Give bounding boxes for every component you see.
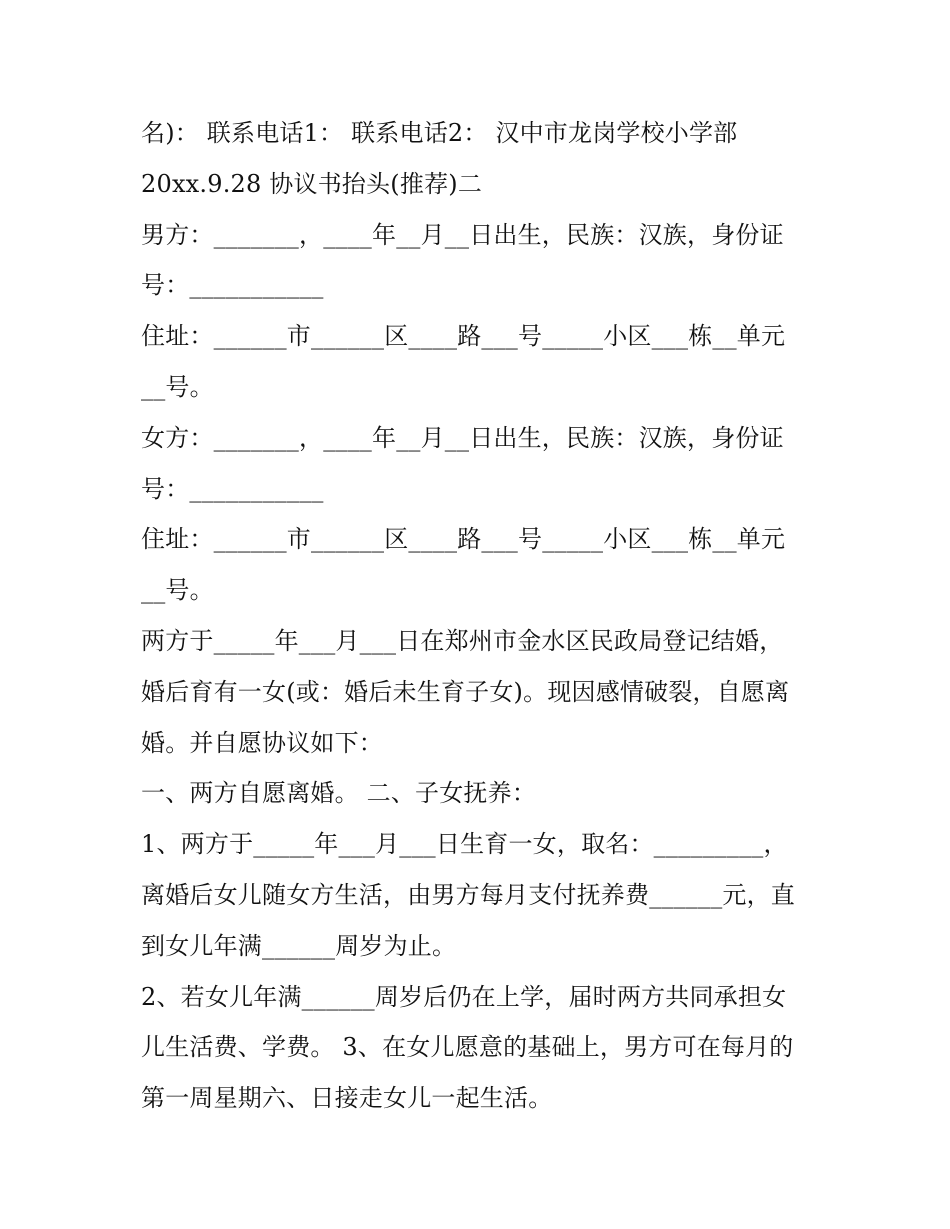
text-line-visitation-detail: 第一周星期六、日接走女儿一起生活。 — [141, 1084, 553, 1113]
text-line-male-id: 号：___________ — [141, 271, 324, 300]
text-line-male-address-end: __号。 — [141, 372, 214, 401]
text-line-female-party: 女方：_______，____年__月__日出生，民族：汉族，身份证 — [141, 423, 784, 452]
text-line-female-address: 住址：______市______区____路___号_____小区___栋__单元 — [141, 525, 786, 554]
text-line-marriage-status: 婚后育有一女(或：婚后未生育子女)。现因感情破裂，自愿离 — [141, 677, 790, 706]
text-line-male-party: 男方：_______，____年__月__日出生，民族：汉族，身份证 — [141, 220, 784, 249]
text-line-custody: 离婚后女儿随女方生活，由男方每月支付抚养费______元，直 — [141, 880, 795, 909]
text-line-agreement-intro: 婚。并自愿协议如下： — [141, 728, 383, 757]
text-line-support-until: 到女儿年满______周岁为止。 — [141, 931, 457, 960]
document-body — [141, 108, 821, 1124]
text-line-contact: 名)： 联系电话1： 联系电话2： 汉中市龙岗学校小学部 — [141, 119, 738, 147]
text-line-marriage-date: 两方于_____年___月___日在郑州市金水区民政局登记结婚， — [141, 626, 784, 655]
text-line-female-id: 号：___________ — [141, 474, 324, 503]
text-line-female-address-end: __号。 — [141, 576, 214, 605]
text-line-heading: 20xx.9.28 协议书抬头(推荐)二 — [141, 169, 483, 198]
text-line-section-one-two: 一、两方自愿离婚。 二、子女抚养： — [141, 779, 537, 808]
text-line-costs-visitation: 儿生活费、学费。 3、在女儿愿意的基础上，男方可在每月的 — [141, 1033, 794, 1062]
text-line-child-birth: 1、两方于_____年___月___日生育一女，取名：_________， — [141, 830, 788, 859]
text-line-schooling: 2、若女儿年满______周岁后仍在上学，届时两方共同承担女 — [141, 982, 787, 1011]
text-line-male-address: 住址：______市______区____路___号_____小区___栋__单元 — [141, 322, 786, 351]
